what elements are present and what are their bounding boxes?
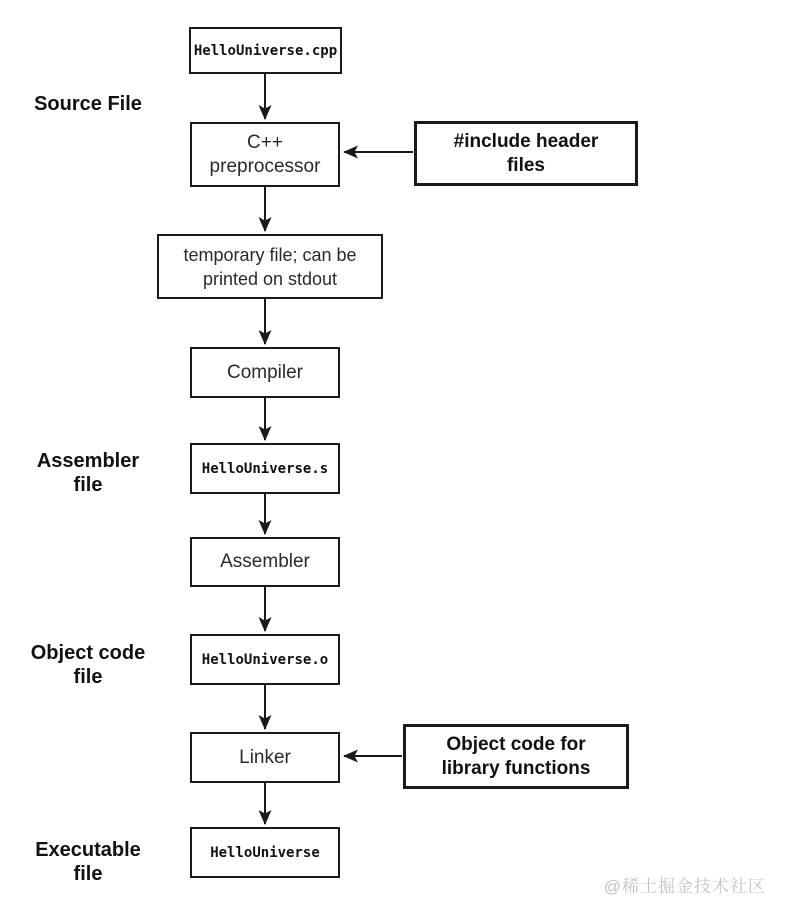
node-label: temporary file; can be	[183, 244, 357, 265]
node-linker	[190, 732, 340, 783]
annotation-line: files	[506, 154, 546, 176]
stage-label-executable-file	[18, 838, 158, 886]
annotation-object-code-lib	[403, 724, 629, 789]
stage-label-line: Object code	[30, 642, 146, 664]
stage-label-line: file	[73, 474, 103, 496]
node-label: HelloUniverse.s	[201, 460, 329, 477]
node-hellouniverse-o	[190, 634, 340, 685]
node-label: printed on stdout	[202, 268, 338, 289]
node-label: Assembler	[220, 551, 310, 572]
watermark-text: @稀土掘金技术社区	[603, 877, 766, 896]
node-hellouniverse-s	[190, 443, 340, 494]
node-label: Compiler	[226, 361, 304, 383]
node-hellouniverse-cpp	[189, 27, 342, 74]
stage-label-assembler-file	[18, 449, 158, 497]
annotation-line: Object code for	[446, 733, 586, 755]
node-label: Linker	[239, 746, 291, 768]
node-hellouniverse-exe	[190, 827, 340, 878]
node-label: preprocessor	[209, 155, 321, 177]
node-assembler	[190, 537, 340, 587]
node-label: C++	[247, 131, 283, 153]
node-cpp-preprocessor	[190, 122, 340, 187]
node-compiler	[190, 347, 340, 398]
annotation-line: #include header	[453, 130, 599, 152]
stage-label-line: Assembler	[36, 450, 140, 472]
stage-label-object-code-file	[18, 641, 158, 689]
stage-label-line: Executable	[35, 839, 141, 861]
stage-label-line: file	[73, 666, 103, 688]
node-temporary-file	[157, 234, 383, 299]
node-label: HelloUniverse.cpp	[193, 42, 338, 59]
annotation-include-headers	[414, 121, 638, 186]
node-label: HelloUniverse	[210, 844, 320, 861]
stage-label-line: file	[73, 863, 103, 885]
stage-label-line: Source File	[34, 93, 142, 115]
stage-label-source-file	[18, 92, 158, 116]
node-label: HelloUniverse.o	[201, 651, 329, 668]
annotation-line: library functions	[441, 757, 591, 779]
